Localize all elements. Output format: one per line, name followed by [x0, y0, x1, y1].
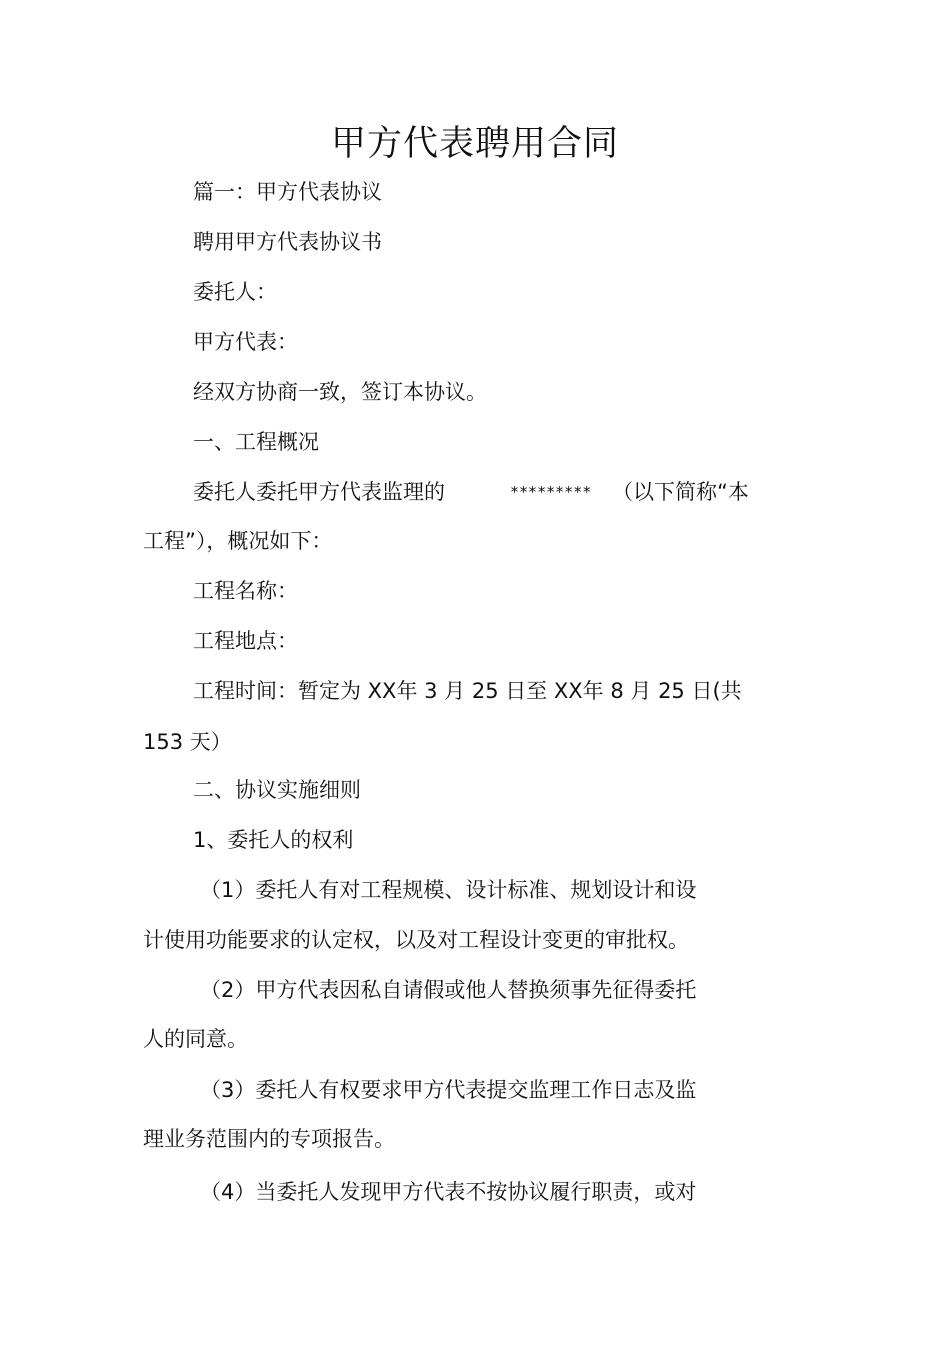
paragraph-text: （以下简称“本	[612, 480, 749, 504]
masked-project-name: *********	[510, 483, 592, 501]
project-time: 工程时间：暂定为 XX年 3 月 25 日至 XX年 8 月 25 日(共	[193, 679, 742, 703]
agreement-statement: 经双方协商一致，签订本协议。	[193, 380, 487, 404]
paragraph-text: 委托人委托甲方代表监理的	[193, 480, 445, 504]
section-heading: 篇一：甲方代表协议	[193, 180, 382, 204]
client-label: 委托人：	[193, 280, 277, 304]
clause-text: （1）委托人有对工程规模、设计标准、规划设计和设	[200, 878, 697, 902]
project-name-label: 工程名称：	[193, 579, 298, 603]
clause-text: （4）当委托人发现甲方代表不按协议履行职责，或对	[200, 1180, 697, 1204]
project-time: 153 天）	[143, 730, 232, 754]
project-location-label: 工程地点：	[193, 629, 298, 653]
clause-text: 人的同意。	[143, 1027, 248, 1051]
representative-label: 甲方代表：	[193, 330, 298, 354]
clause-text: （3）委托人有权要求甲方代表提交监理工作日志及监	[200, 1078, 697, 1102]
section-heading: 一、工程概况	[193, 430, 319, 454]
clause-text: 理业务范围内的专项报告。	[143, 1127, 395, 1151]
agreement-title: 聘用甲方代表协议书	[193, 230, 382, 254]
subsection-heading: 1、委托人的权利	[193, 828, 354, 852]
clause-text: 计使用功能要求的认定权，以及对工程设计变更的审批权。	[143, 928, 689, 952]
clause-text: （2）甲方代表因私自请假或他人替换须事先征得委托	[200, 978, 697, 1002]
section-heading: 二、协议实施细则	[193, 778, 361, 802]
paragraph-text: 工程”），概况如下：	[143, 529, 333, 553]
document-title: 甲方代表聘用合同	[330, 124, 619, 164]
